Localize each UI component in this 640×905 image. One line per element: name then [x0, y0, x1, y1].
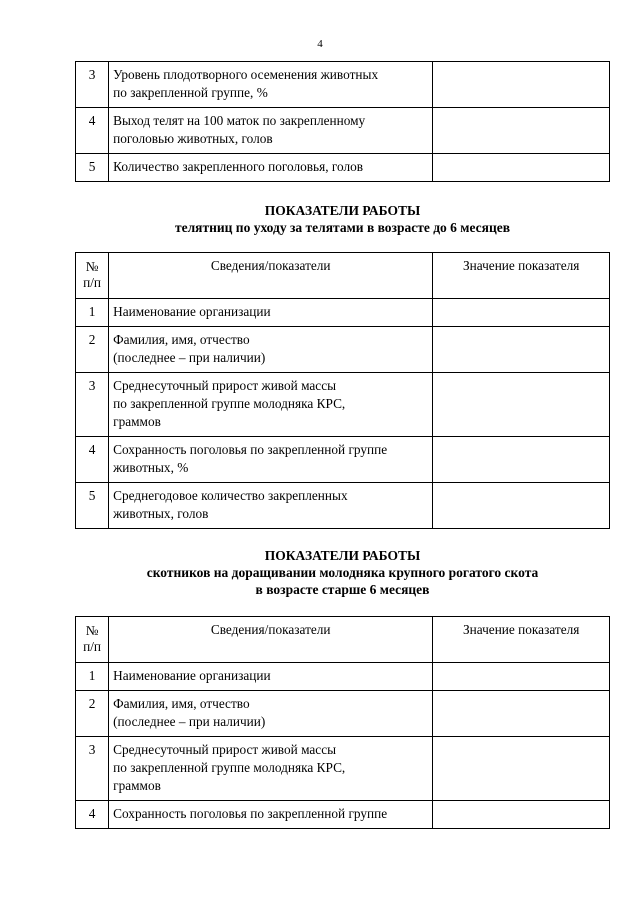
row-number: 3 — [76, 737, 109, 801]
indicator-text — [109, 483, 433, 529]
section-subtitle: телятниц по уходу за телятами в возрасте до 6 месяцев — [174, 220, 511, 235]
value-cell[interactable] — [433, 62, 610, 108]
row-number: 3 — [76, 373, 109, 437]
header-num-line: п/п — [83, 275, 102, 290]
text-line: Выход телят на 100 маток по закрепленному — [113, 113, 366, 128]
calves-indicators-table — [75, 252, 610, 529]
table-row — [76, 437, 610, 483]
value-cell[interactable] — [433, 327, 610, 373]
text-line: Фамилия, имя, отчество — [113, 332, 250, 347]
table-row — [76, 737, 610, 801]
table-row — [76, 299, 610, 327]
value-cell[interactable] — [433, 437, 610, 483]
text-line: (последнее – при наличии) — [113, 714, 266, 729]
page-number: 4 — [317, 38, 323, 50]
table-row — [76, 691, 610, 737]
header-value: Значение показателя — [433, 253, 610, 299]
indicator-text — [109, 299, 433, 327]
indicator-text — [109, 154, 433, 182]
table-row — [76, 483, 610, 529]
header-description: Сведения/показатели — [109, 617, 433, 663]
value-cell[interactable] — [433, 737, 610, 801]
header-num-line: № — [85, 623, 99, 638]
header-number — [76, 617, 109, 663]
row-number: 4 — [76, 437, 109, 483]
text-line: Наименование организации — [113, 304, 271, 319]
text-line: граммов — [113, 414, 161, 429]
header-num-line: п/п — [83, 639, 102, 654]
table-row — [76, 801, 610, 829]
text-line: (последнее – при наличии) — [113, 350, 266, 365]
table-row — [76, 327, 610, 373]
text-line: поголовью животных, голов — [113, 131, 273, 146]
table-row — [76, 62, 610, 108]
text-line: по закрепленной группе молодняка КРС, — [113, 760, 346, 775]
indicator-text — [109, 691, 433, 737]
indicator-text — [109, 62, 433, 108]
section-calves-heading — [75, 202, 610, 236]
indicator-text — [109, 663, 433, 691]
section-title: ПОКАЗАТЕЛИ РАБОТЫ — [264, 548, 421, 563]
text-line: Количество закрепленного поголовья, голов — [113, 159, 364, 174]
text-line: животных, голов — [113, 506, 209, 521]
text-line: граммов — [113, 778, 161, 793]
indicator-text — [109, 373, 433, 437]
header-value: Значение показателя — [433, 617, 610, 663]
header-row — [76, 253, 610, 299]
section-subtitle: скотников на доращивании молодняка крупного рогатого скота — [146, 565, 539, 580]
row-number: 1 — [76, 663, 109, 691]
text-line: Среднесуточный прирост живой массы — [113, 742, 337, 757]
indicator-text — [109, 437, 433, 483]
text-line: Среднегодовое количество закрепленных — [113, 488, 348, 503]
cattle-indicators-table — [75, 616, 610, 829]
text-line: по закрепленной группе, % — [113, 85, 268, 100]
text-line: Фамилия, имя, отчество — [113, 696, 250, 711]
row-number: 4 — [76, 108, 109, 154]
row-number: 5 — [76, 154, 109, 182]
table-row — [76, 663, 610, 691]
header-number — [76, 253, 109, 299]
indicator-text — [109, 737, 433, 801]
header-description: Сведения/показатели — [109, 253, 433, 299]
indicator-text — [109, 108, 433, 154]
row-number: 3 — [76, 62, 109, 108]
table-row — [76, 373, 610, 437]
value-cell[interactable] — [433, 108, 610, 154]
value-cell[interactable] — [433, 663, 610, 691]
table-row — [76, 108, 610, 154]
value-cell[interactable] — [433, 801, 610, 829]
value-cell[interactable] — [433, 483, 610, 529]
row-number: 2 — [76, 327, 109, 373]
value-cell[interactable] — [433, 299, 610, 327]
text-line: Наименование организации — [113, 668, 271, 683]
text-line: животных, % — [113, 460, 189, 475]
section-subtitle: в возрасте старше 6 месяцев — [255, 582, 430, 597]
text-line: Уровень плодотворного осеменения животных — [113, 67, 379, 82]
row-number: 2 — [76, 691, 109, 737]
indicator-text — [109, 327, 433, 373]
text-line: Сохранность поголовья по закрепленной группе — [113, 442, 388, 457]
header-num-line: № — [85, 259, 99, 274]
section-title: ПОКАЗАТЕЛИ РАБОТЫ — [264, 203, 421, 218]
row-number: 5 — [76, 483, 109, 529]
text-line: Сохранность поголовья по закрепленной группе — [113, 806, 388, 821]
header-row — [76, 617, 610, 663]
value-cell[interactable] — [433, 154, 610, 182]
text-line: по закрепленной группе молодняка КРС, — [113, 396, 346, 411]
text-line: Среднесуточный прирост живой массы — [113, 378, 337, 393]
row-number: 4 — [76, 801, 109, 829]
value-cell[interactable] — [433, 373, 610, 437]
top-indicators-table — [75, 61, 610, 182]
row-number: 1 — [76, 299, 109, 327]
indicator-text — [109, 801, 433, 829]
table-row — [76, 154, 610, 182]
section-cattle-heading — [75, 547, 610, 598]
value-cell[interactable] — [433, 691, 610, 737]
